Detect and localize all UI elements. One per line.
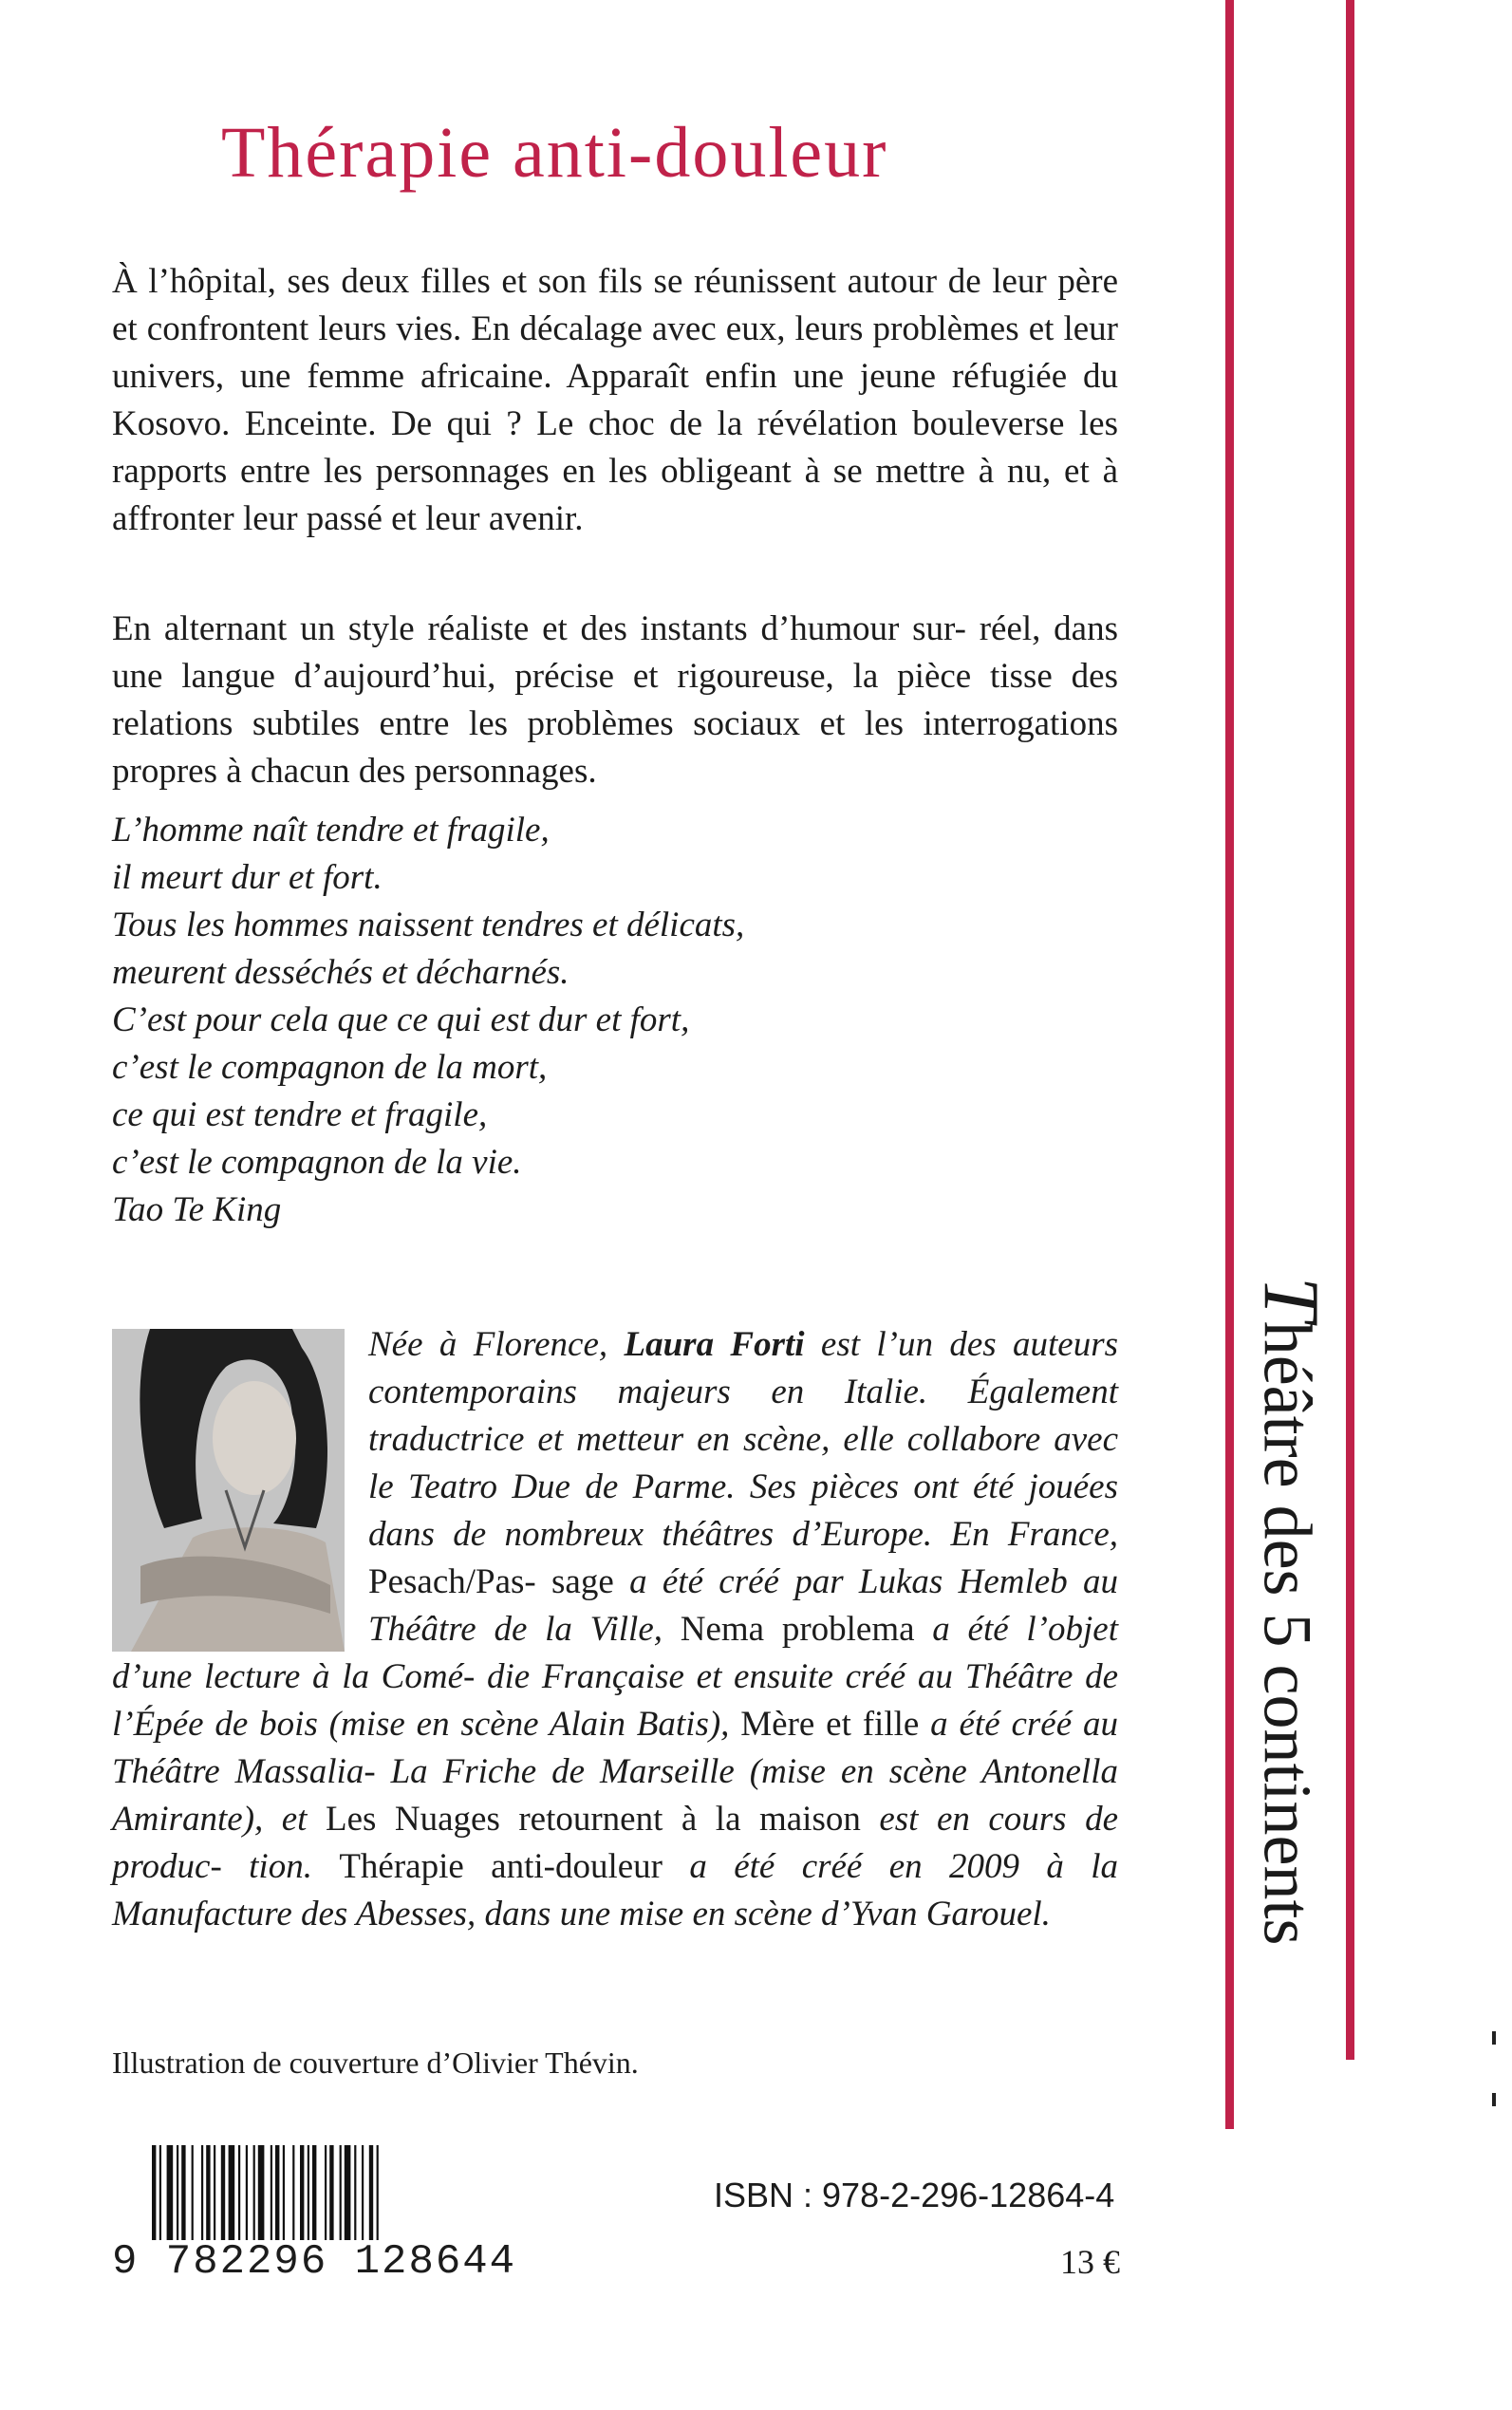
play-title: Nema problema <box>680 1610 915 1649</box>
barcode-bar <box>221 2145 225 2240</box>
epigraph-line: il meurt dur et fort. <box>112 858 383 897</box>
barcode <box>152 2145 475 2240</box>
barcode-bar <box>159 2145 161 2240</box>
barcode-bar <box>177 2145 178 2240</box>
barcode-bar <box>258 2145 265 2240</box>
barcode-bar <box>206 2145 210 2240</box>
spine-rule-left <box>1225 0 1234 2129</box>
barcode-bar <box>229 2145 235 2240</box>
barcode-bar <box>354 2145 356 2240</box>
photo-spacer <box>112 1321 368 1653</box>
barcode-bar <box>271 2145 272 2240</box>
barcode-bar <box>192 2145 194 2240</box>
barcode-bar <box>377 2145 379 2240</box>
barcode-bar <box>283 2145 285 2240</box>
barcode-bar <box>300 2145 304 2240</box>
epigraph-line: meurent desséchés et décharnés. <box>112 953 569 992</box>
isbn: ISBN : 978-2-296-12864-4 <box>714 2176 1115 2214</box>
barcode-bar <box>345 2145 351 2240</box>
cover-credit: Illustration de couverture d’Olivier Thévin. <box>112 2046 639 2080</box>
barcode-bar <box>292 2145 294 2240</box>
epigraph-line: c’est le compagnon de la vie. <box>112 1143 522 1182</box>
barcode-bar <box>308 2145 309 2240</box>
barcode-bar <box>238 2145 240 2240</box>
play-title: Thérapie anti-douleur <box>339 1847 663 1886</box>
barcode-bar <box>325 2145 327 2240</box>
barcode-bar <box>246 2145 248 2240</box>
play-title: Les Nuages retournent à la maison <box>325 1800 861 1839</box>
epigraph-source: Tao Te King <box>112 1190 282 1229</box>
barcode-bar <box>312 2145 316 2240</box>
author-name: Laura Forti <box>624 1325 805 1364</box>
barcode-bar <box>167 2145 174 2240</box>
barcode-bar <box>329 2145 333 2240</box>
epigraph <box>112 807 744 1234</box>
play-title: Mère et fille <box>740 1705 920 1744</box>
epigraph-line: Tous les hommes naissent tendres et délicats, <box>112 906 745 944</box>
price: 13 € <box>1060 2243 1120 2281</box>
book-title: Thérapie anti-douleur <box>221 113 888 193</box>
spine-rule-right <box>1346 0 1354 2060</box>
play-title: Pesach/Pas- sage <box>368 1562 614 1601</box>
barcode-bar <box>152 2145 156 2240</box>
barcode-bar <box>214 2145 215 2240</box>
barcode-bar <box>201 2145 203 2240</box>
crop-mark <box>1492 2031 1496 2045</box>
series-title: Théâtre des 5 continents <box>1246 1277 1335 1946</box>
barcode-bar <box>275 2145 279 2240</box>
barcode-bar <box>369 2145 373 2240</box>
barcode-bar <box>340 2145 342 2240</box>
barcode-digits: 9 782296 128644 <box>112 2238 517 2286</box>
style-paragraph: En alternant un style réaliste et des instants d’humour sur- réel, dans une langue d’aujourd’hui, précise et rigoureuse, la pièce tisse des relations subtiles entre les problèmes sociaux et les interrogations propres à chacun des personnages. <box>112 609 1118 791</box>
epigraph-line: C’est pour cela que ce qui est dur et fort, <box>112 1000 690 1039</box>
summary-paragraph: À l’hôpital, ses deux filles et son fils se réunissent autour de leur père et confrontent leurs vies. En décalage avec eux, leurs problèmes et leur univers, une femme africaine. Apparaît enfin une jeune réfugiée du Kosovo. Enceinte. De qui ? Le choc de la révélation bouleverse les rapports entre les personnages en les obligeant à se mettre à nu, et à affronter leur passé et leur avenir. <box>112 262 1118 538</box>
epigraph-line: ce qui est tendre et fragile, <box>112 1095 488 1134</box>
crop-mark <box>1492 2093 1496 2106</box>
barcode-bar <box>253 2145 255 2240</box>
barcode-bar <box>362 2145 364 2240</box>
epigraph-line: c’est le compagnon de la mort, <box>112 1048 548 1087</box>
epigraph-line: L’homme naît tendre et fragile, <box>112 811 550 850</box>
author-bio: Née à Florence, Laura Forti est l’un des auteurs contemporains majeurs en Italie. Également traductrice et metteur en scène, elle collabore avec le Teatro Due de Parme. Ses pièces ont été jouées dans de nombreux théâtres d’Europe. En France, Pesach/Pas- sage a été créé par Lukas Hemleb au Théâtre de la Ville, Nema problema a été l’objet d’une lecture à la Comé- die Française et ensuite créé au Théâtre de l’Épée de bois (mise en scène Alain Batis), Mère et fille a été créé au Théâtre Massalia- La Friche de Marseille (mise en scène Antonella Amirante), et Les Nuages retournent à la maison est en cours de produc- tion. Thérapie anti-douleur a été créé en 2009 à la Manufacture des Abesses, dans une mise en scène d’Yvan Garouel. <box>112 1321 1118 1938</box>
barcode-bar <box>181 2145 185 2240</box>
